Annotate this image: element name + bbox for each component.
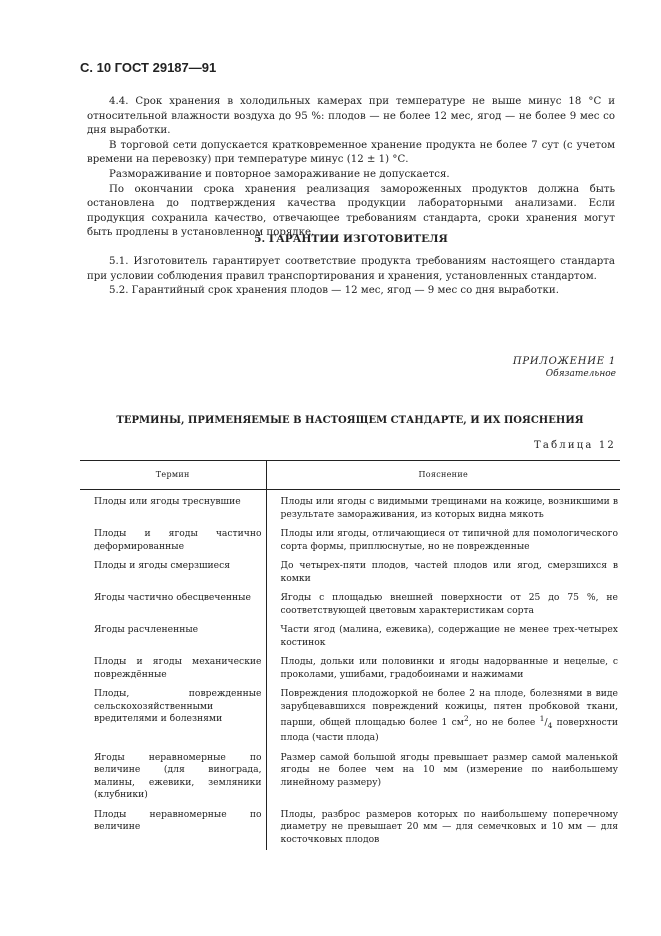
paragraph-expiry: По окончании срока хранения реализация замороженных продуктов должна быть остановлена до подтверждения качества продукции лабораторными анализами. Если продукция сохранила качество, отвечающее требованиям стандарта, сроки хранения могут быть продлены в установленном порядке. (87, 183, 615, 239)
paragraph-5-1: 5.1. Изготовитель гарантирует соответствие продукта требованиям настоящего стандарта при условии соблюдения правил транспортирования и хранения, установленных стандартом. (87, 256, 615, 282)
term-cell: Плоды и ягоды механические повреждённые (80, 653, 266, 685)
terms-table (80, 460, 620, 850)
explanation-text: , но не более (468, 717, 540, 729)
explanation-cell: Плоды, дольки или половинки и ягоды надорванные и нецелые, с проколами, ушибами, градобоинами и нажимами (280, 656, 618, 680)
paragraph-refreezing: Размораживание и повторное замораживание не допускается. (109, 168, 450, 180)
term-cell: Ягоды расчлененные (80, 621, 266, 653)
table-header-row (80, 461, 620, 490)
table-row (80, 653, 620, 685)
section-5-text (87, 255, 615, 299)
explanation-cell: Плоды или ягоды, отличающиеся от типичной для помологического сорта формы, приплюснутые, но не поврежденные (280, 528, 618, 552)
explanation-cell: Части ягод (малина, ежевика), содержащие не менее трех-четырех костинок (280, 624, 618, 648)
paragraph-5-2: 5.2. Гарантийный срок хранения плодов — 12 мес, ягод — 9 мес со дня выработки. (109, 285, 559, 297)
table-number: Таблица 12 (534, 440, 616, 451)
table-row (80, 557, 620, 589)
table-row (80, 490, 620, 526)
table-row (80, 589, 620, 621)
term-cell: Плоды или ягоды треснувшие (80, 490, 266, 526)
appendix-title: ПРИЛОЖЕНИЕ 1 (512, 356, 616, 367)
table-row (80, 749, 620, 806)
page-header: С. 10 ГОСТ 29187—91 (80, 60, 217, 75)
explanation-cell: До четырех-пяти плодов, частей плодов или ягод, смерзшихся в комки (280, 560, 618, 584)
explanation-cell: Повреждения плодожоркой не более 2 на плоде, болезнями в виде зарубцевавшихся повреждений кожицы, пятен пробковой ткани, парши, общей площадью более 1 $см^2$, но не более $^1/_4$ поверхности плода (части плода) (280, 688, 618, 744)
term-cell: Ягоды частично обесцвеченные (80, 589, 266, 621)
term-cell: Плоды, поврежденные сельскохозяйственными вредителями и болезнями (80, 685, 266, 749)
table-row (80, 525, 620, 557)
paragraph-retail-storage: В торговой сети допускается кратковременное хранение продукта не более 7 сут (с учетом времени на перевозку) при температуре минус (12 ± 1) °С. (87, 139, 615, 166)
explanation-cell: Размер самой большой ягоды превышает размер самой маленькой ягоды не более чем на 10 мм (измерение по наибольшему линейному размеру) (280, 751, 618, 788)
appendix-label (513, 355, 616, 381)
fraction-denominator: 4 (547, 720, 553, 730)
table-row (80, 806, 620, 851)
explanation-text: поверхности плода (части плода) (280, 717, 618, 744)
section-5-title: 5. ГАРАНТИИ ИЗГОТОВИТЕЛЯ (254, 233, 448, 245)
explanation-cell: Плоды, разброс размеров которых по наибольшему поперечному диаметру не превышает 20 мм — для семечковых и 10 мм — для косточковых плодов (280, 808, 618, 845)
term-cell: Плоды и ягоды смерзшиеся (80, 557, 266, 589)
section-4-text (87, 95, 615, 241)
term-cell: Ягоды неравномерные по величине (для винограда, малины, ежевики, земляники (клубники) (80, 749, 266, 806)
column-header-term: Термин (80, 461, 266, 490)
appendix-subtitle: Обязательное (545, 369, 616, 379)
table-heading: ТЕРМИНЫ, ПРИМЕНЯЕМЫЕ В НАСТОЯЩЕМ СТАНДАРТЕ, И ИХ ПОЯСНЕНИЯ (116, 415, 584, 426)
explanation-cell: Плоды или ягоды с видимыми трещинами на кожице, возникшими в результате замораживания, из которых видна мякоть (280, 496, 618, 520)
fraction-numerator: 1 (539, 714, 545, 723)
term-cell: Плоды неравномерные по величине (80, 806, 266, 851)
paragraph-4-4: 4.4. Срок хранения в холодильных камерах при температуре не выше минус 18 °С и относительной влажности воздуха до 95 %: плодов — не более 12 мес, ягод — не более 9 мес со дня выработки. (87, 96, 615, 137)
superscript: 2 (463, 714, 469, 723)
explanation-cell: Ягоды с площадью внешней поверхности от 25 до 75 %, не соответствующей цветовым характеристикам сорта (280, 592, 618, 616)
table-row (80, 685, 620, 749)
column-header-explanation: Пояснение (266, 461, 620, 490)
term-cell: Плоды и ягоды частично деформированные (80, 525, 266, 557)
table-row (80, 621, 620, 653)
explanation-text: Повреждения плодожоркой не более 2 на плоде, болезнями в виде зарубцевавшихся повреждений кожицы, пятен пробковой ткани, парши, общей площадью более 1 см (280, 688, 618, 729)
